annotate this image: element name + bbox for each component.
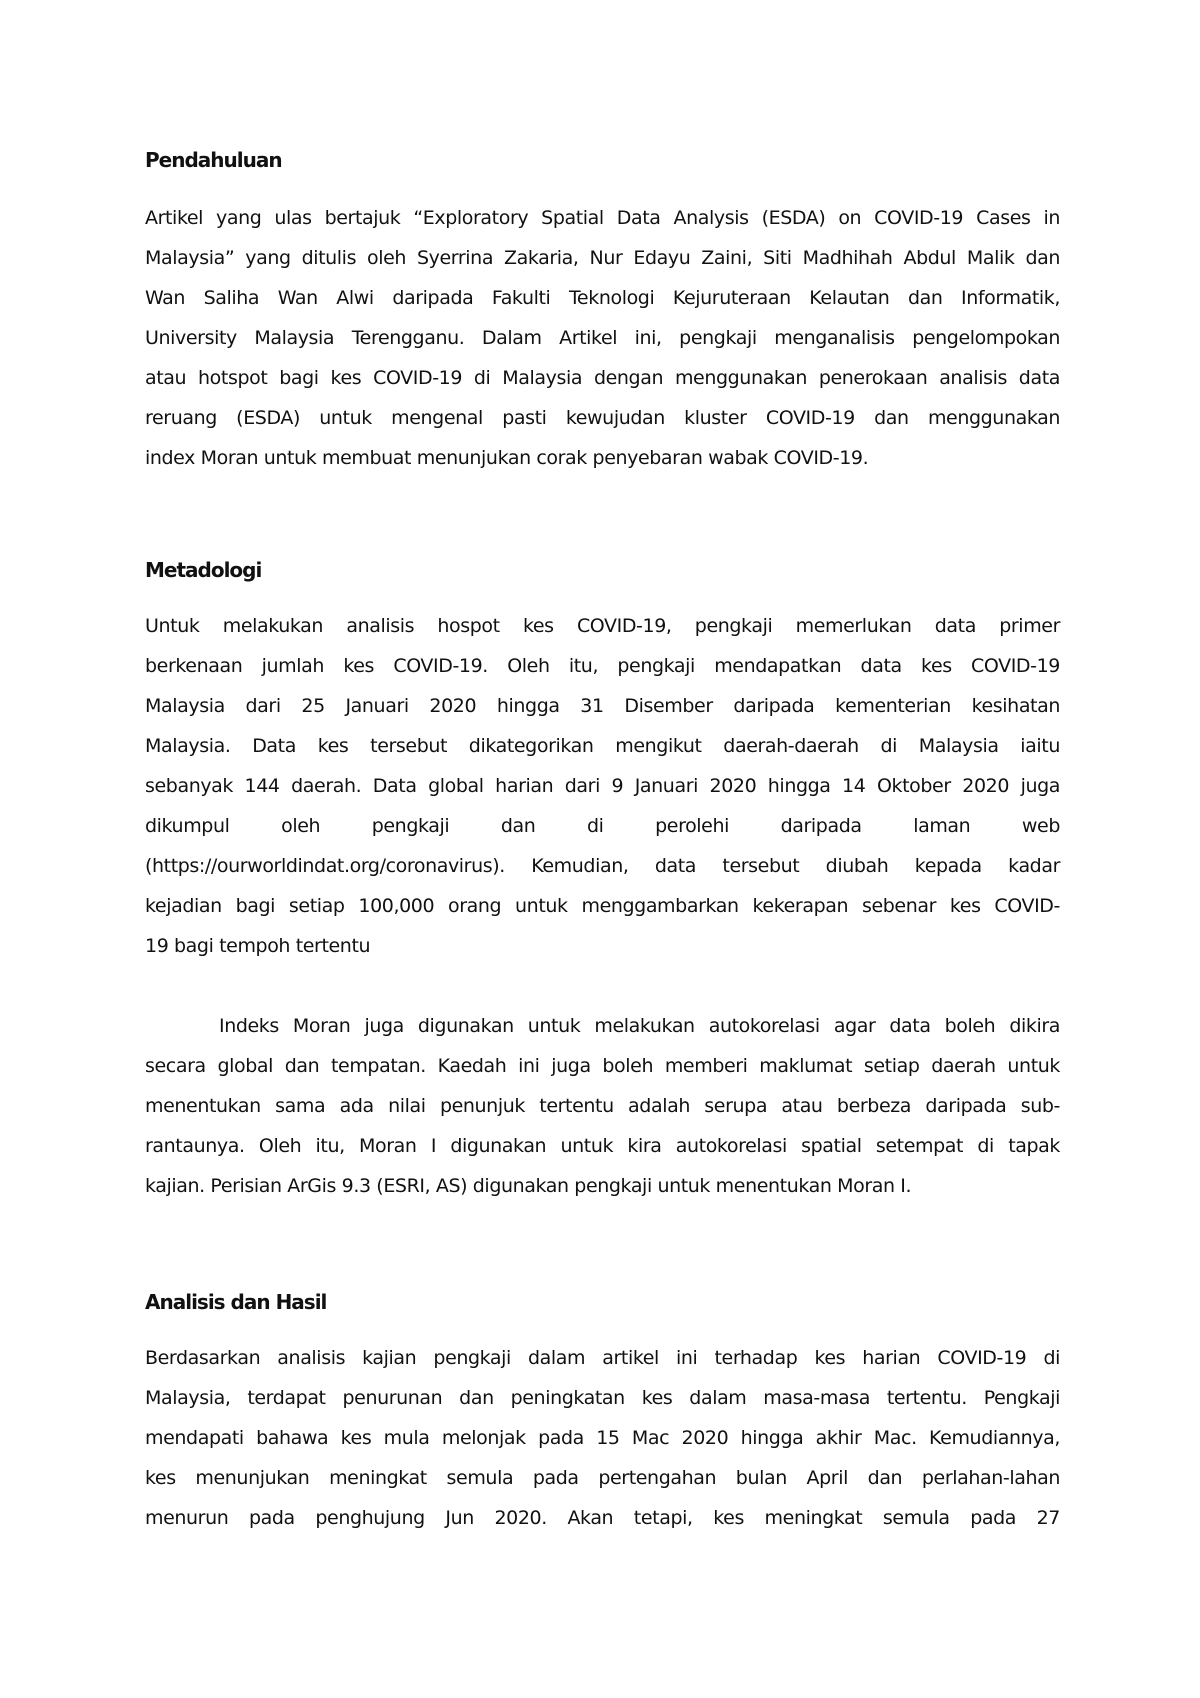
text-line: 19 bagi tempoh tertentu (145, 935, 371, 957)
text-line: (https://ourworldindat.org/coronavirus). Kemudian, data tersebut diubah kepada kadar (145, 855, 1060, 877)
text-line: reruang (ESDA) untuk mengenal pasti kewujudan kluster COVID-19 dan menggunakan (145, 407, 1060, 429)
text-line: University Malaysia Terengganu. Dalam Artikel ini, pengkaji menganalisis pengelompokan (145, 327, 1060, 349)
text-line: mendapati bahawa kes mula melonjak pada 15 Mac 2020 hingga akhir Mac. Kemudiannya, (145, 1427, 1060, 1449)
text-line: menentukan sama ada nilai penunjuk tertentu adalah serupa atau berbeza daripada sub- (145, 1095, 1060, 1117)
text-line: rantaunya. Oleh itu, Moran I digunakan untuk kira autokorelasi spatial setempat di tapak (145, 1135, 1060, 1157)
section-heading-metadologi: Metadologi (145, 558, 262, 582)
text-line: menurun pada penghujung Jun 2020. Akan tetapi, kes meningkat semula pada 27 (145, 1507, 1060, 1529)
text-line: index Moran untuk membuat menunjukan corak penyebaran wabak COVID-19. (145, 447, 869, 469)
section-heading-analisis-dan-hasil: Analisis dan Hasil (145, 1290, 327, 1314)
text-line: Malaysia” yang ditulis oleh Syerrina Zakaria, Nur Edayu Zaini, Siti Madhihah Abdul Malik dan (145, 247, 1060, 269)
text-line: dikumpul oleh pengkaji dan di perolehi daripada laman web (145, 815, 1060, 837)
text-line: berkenaan jumlah kes COVID-19. Oleh itu, pengkaji mendapatkan data kes COVID-19 (145, 655, 1060, 677)
text-line: Untuk melakukan analisis hospot kes COVID-19, pengkaji memerlukan data primer (145, 615, 1060, 637)
text-line: Malaysia. Data kes tersebut dikategorikan mengikut daerah-daerah di Malaysia iaitu (145, 735, 1060, 757)
text-line: kes menunjukan meningkat semula pada pertengahan bulan April dan perlahan-lahan (145, 1467, 1060, 1489)
text-line: kajian. Perisian ArGis 9.3 (ESRI, AS) digunakan pengkaji untuk menentukan Moran I. (145, 1175, 912, 1197)
text-line: Malaysia, terdapat penurunan dan peningkatan kes dalam masa-masa tertentu. Pengkaji (145, 1387, 1060, 1409)
text-line: Berdasarkan analisis kajian pengkaji dalam artikel ini terhadap kes harian COVID-19 di (145, 1347, 1060, 1369)
section-heading-pendahuluan: Pendahuluan (145, 148, 282, 172)
text-line: sebanyak 144 daerah. Data global harian dari 9 Januari 2020 hingga 14 Oktober 2020 juga (145, 775, 1060, 797)
text-line: Indeks Moran juga digunakan untuk melakukan autokorelasi agar data boleh dikira (219, 1015, 1060, 1037)
text-line: secara global dan tempatan. Kaedah ini juga boleh memberi maklumat setiap daerah untuk (145, 1055, 1060, 1077)
text-line: kejadian bagi setiap 100,000 orang untuk menggambarkan kekerapan sebenar kes COVID- (145, 895, 1060, 917)
text-line: Artikel yang ulas bertajuk “Exploratory Spatial Data Analysis (ESDA) on COVID-19 Cases in (145, 207, 1060, 229)
text-line: Malaysia dari 25 Januari 2020 hingga 31 Disember daripada kementerian kesihatan (145, 695, 1060, 717)
text-line: Wan Saliha Wan Alwi daripada Fakulti Teknologi Kejuruteraan Kelautan dan Informatik, (145, 287, 1060, 309)
text-line: atau hotspot bagi kes COVID-19 di Malaysia dengan menggunakan penerokaan analisis data (145, 367, 1060, 389)
